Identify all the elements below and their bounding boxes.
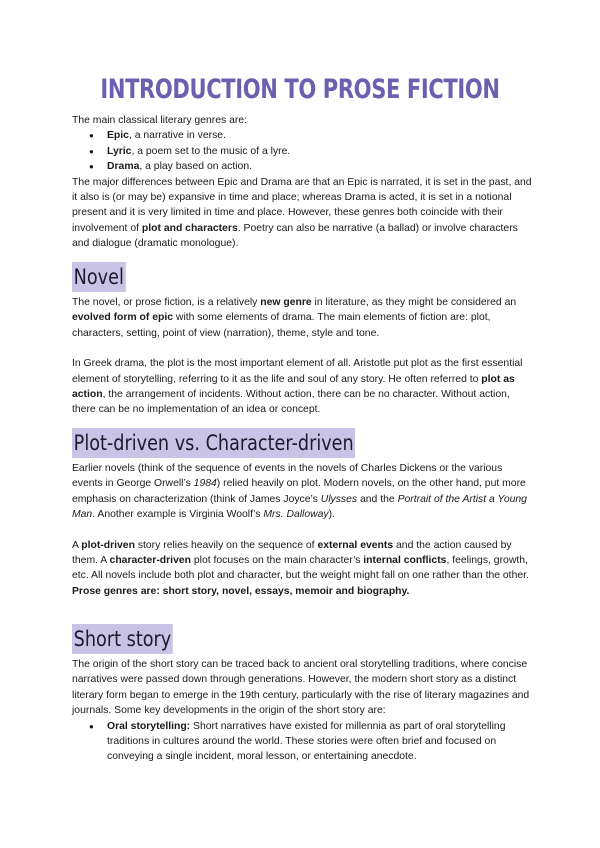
list-item xyxy=(107,159,532,174)
section-heading-plot: Plot-driven vs. Character-driven xyxy=(72,428,355,458)
bullet-desc: Short narratives have existed for millennia as part of oral storytelling traditions in cultures around the world. These stories were often brief and focused on conveying a single incident, moral lesson, or entertaining anecdote. xyxy=(107,720,506,763)
intro-paragraph: The major differences between Epic and Drama are that an Epic is narrated, it is set in the past, and it also is (or may be) expansive in time and place; whereas Drama is acted, it is set in a notional present and it is very limited in time and place. However, these genres both coincide with their involvement of plot and characters. Poetry can also be narrative (a ballad) or involve characters and dialogue (dramatic monologue). xyxy=(72,176,532,250)
plot-section xyxy=(72,461,532,599)
novel-section xyxy=(72,295,532,418)
short-story-section xyxy=(72,657,532,765)
genre-term: Lyric xyxy=(107,145,132,157)
list-item xyxy=(107,144,532,159)
list-item xyxy=(107,128,532,143)
genre-term: Drama xyxy=(107,161,140,173)
genre-list xyxy=(72,128,532,174)
novel-paragraph-1: The novel, or prose fiction, is a relatively new genre in literature, as they might be considered an evolved form of epic with some elements of drama. The main elements of fiction are: plot, characters, setting, point of view (narration), theme, style and tone. xyxy=(72,297,517,339)
genre-desc: , a narrative in verse. xyxy=(128,130,226,142)
intro-lead: The main classical literary genres are: xyxy=(72,115,247,126)
plot-paragraph-1: Earlier novels (think of the sequence of events in the novels of Charles Dickens or the various events in George Orwell’s 1984) relied heavily on plot. Modern novels, on the other hand, put more emphasis on characterization (think of James Joyce’s Ulysses and the Portrait of the Artist a Young Man. Another example is Virginia Woolf’s Mrs. Dalloway). xyxy=(72,463,527,521)
page-title: INTRODUCTION TO PROSE FICTION xyxy=(100,74,500,105)
section-heading-short-story: Short story xyxy=(72,624,173,654)
novel-paragraph-2: In Greek drama, the plot is the most important element of all. Aristotle put plot as the first essential element of storytelling, referring to it as the life and soul of any story. He often referred to plot as action, the arrangement of incidents. Without action, there can be no character. Without action, there can be no implementation of an idea or concept. xyxy=(72,358,523,416)
development-list xyxy=(72,719,532,765)
genre-desc: , a poem set to the music of a lyre. xyxy=(131,145,291,157)
short-story-paragraph: The origin of the short story can be traced back to ancient oral storytelling traditions, where concise narratives were passed down through generations. However, the modern short story as a distinct literary form began to emerge in the 19th century, particularly with the rise of literary magazines and journals. Some key developments in the origin of the short story are: xyxy=(72,659,530,717)
plot-paragraph-2: A plot-driven story relies heavily on the sequence of external events and the action caused by them. A character-driven plot focuses on the main character’s internal conflicts, feelings, growth, etc. All novels include both plot and character, but the weight might fall on one rather than the other. Prose genres are: short story, novel, essays, memoir and biography. xyxy=(72,539,529,597)
section-heading-novel: Novel xyxy=(72,262,126,292)
genre-desc: , a play based on action. xyxy=(139,161,253,173)
list-item xyxy=(107,719,532,765)
intro-section xyxy=(72,113,532,252)
bullet-term: Oral storytelling: xyxy=(107,720,191,732)
genre-term: Epic xyxy=(107,130,129,142)
